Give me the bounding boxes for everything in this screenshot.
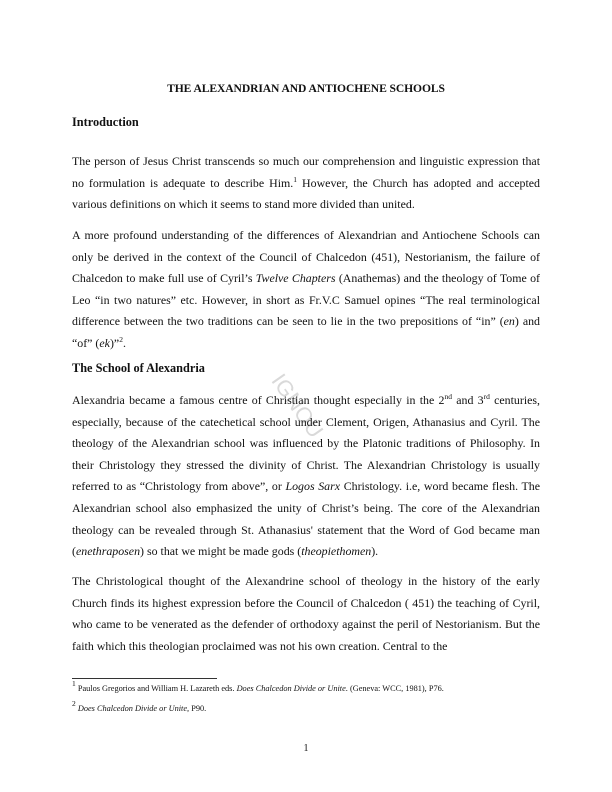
paragraph-1-text-a: The person of Jesus Christ transcends so much our comprehension and linguistic expression that no formulation is adequate to describe Him. [72,154,540,190]
introduction-heading: Introduction [72,115,139,129]
footnote-2-text-b: P90. [189,704,207,713]
paragraph-3-text-b: and 3 [451,393,484,407]
footnote-1-text-a: Paulos Gregorios and William H. Lazareth eds. [75,684,237,693]
school-of-alexandria-heading: The School of Alexandria [72,361,205,375]
paragraph-3 [72,390,540,563]
paragraph-3-text-f: ). [371,544,379,559]
paragraph-3-text-d: Christology. i.e, word became flesh. The Alexandrian school also emphasized the unity of Christ’s being. The core of the Alexandrian theology can be revealed through St. Athanasius' statement that the Word of God became man ( [72,479,540,559]
footnote-1-italic: Does Chalcedon Divide or Unite [236,684,346,693]
footnote-ref-2: 2 [119,334,123,344]
page-number: 1 [303,743,309,754]
footnote-2-italic: Does Chalcedon Divide or Unite, [77,704,190,713]
paragraph-3-text-a: Alexandria became a famous centre of Christian thought especially in the 2 [72,393,445,407]
italic-enethraposen: enethraposen [75,544,141,559]
paragraph-2-text-b: (Anathemas) and the theology of Tome of Leo “in two natures” etc. However, in short as Fr.V.C Samuel opines “The real terminological difference between the two traditions can be seen to lie in the two prepositions of “in” ( [72,271,541,329]
footnote-1-number: 1 [72,679,76,688]
footnote-2-number: 2 [72,699,76,708]
superscript-rd: rd [483,392,490,401]
paragraph-2-text-a: A more profound understanding of the differences of Alexandrian and Antiochene Schools can only be derived in the context of the Council of Chalcedon (451), Nestorianism, the failure of Chalcedon to make full use of Cyril’s [72,228,540,286]
paragraph-4: The Christological thought of the Alexandrine school of theology in the history of the early Church finds its highest expression before the Council of Chalcedon ( 451) the teaching of Cyril, who came to be venerated as the defender of orthodoxy against the peril of Nestorianism. But the faith which this theologian proclaimed was not his own creation. Central to the [72,574,540,653]
paragraph-2-text-d: )” [109,335,120,350]
paragraph-3-text-e: ) so that we might be made gods ( [140,544,302,559]
footnote-ref-1: 1 [293,174,298,184]
superscript-nd: nd [444,392,452,401]
italic-twelve-chapters: Twelve Chapters [255,271,336,286]
italic-theopiethomen: theopiethomen [301,544,372,559]
footnote-separator [72,678,217,679]
footnote-1 [72,679,444,693]
paragraph-2-text-c: ) and “of” ( [72,314,540,350]
paragraph-1 [72,151,540,216]
paragraph-2-text-e: . [122,335,126,350]
footnote-1-text-b: . (Geneva: WCC, 1981), P76. [345,684,444,693]
paragraph-1-text-b: However, the Church has adopted and accepted various definitions on which it seems to stand more divided than united. [72,175,540,212]
watermark: IGNOU [266,369,329,443]
italic-ek: ek [99,335,110,350]
paragraph-2 [72,225,540,355]
italic-logos-sarx: Logos Sarx [285,479,341,494]
italic-en: en [503,314,515,329]
document-title: THE ALEXANDRIAN AND ANTIOCHENE SCHOOLS [167,82,445,95]
footnote-2 [72,699,207,713]
paragraph-3-text-c: centuries, especially, because of the catechetical school under Clement, Origen, Athanasius and Cyril. The theology of the Alexandrian school was influenced by the Platonic traditions of Philosophy. In their Christology they stressed the divinity of Christ. The Alexandrian Christology is usually referred to as “Christology from above”, or [72,393,540,494]
